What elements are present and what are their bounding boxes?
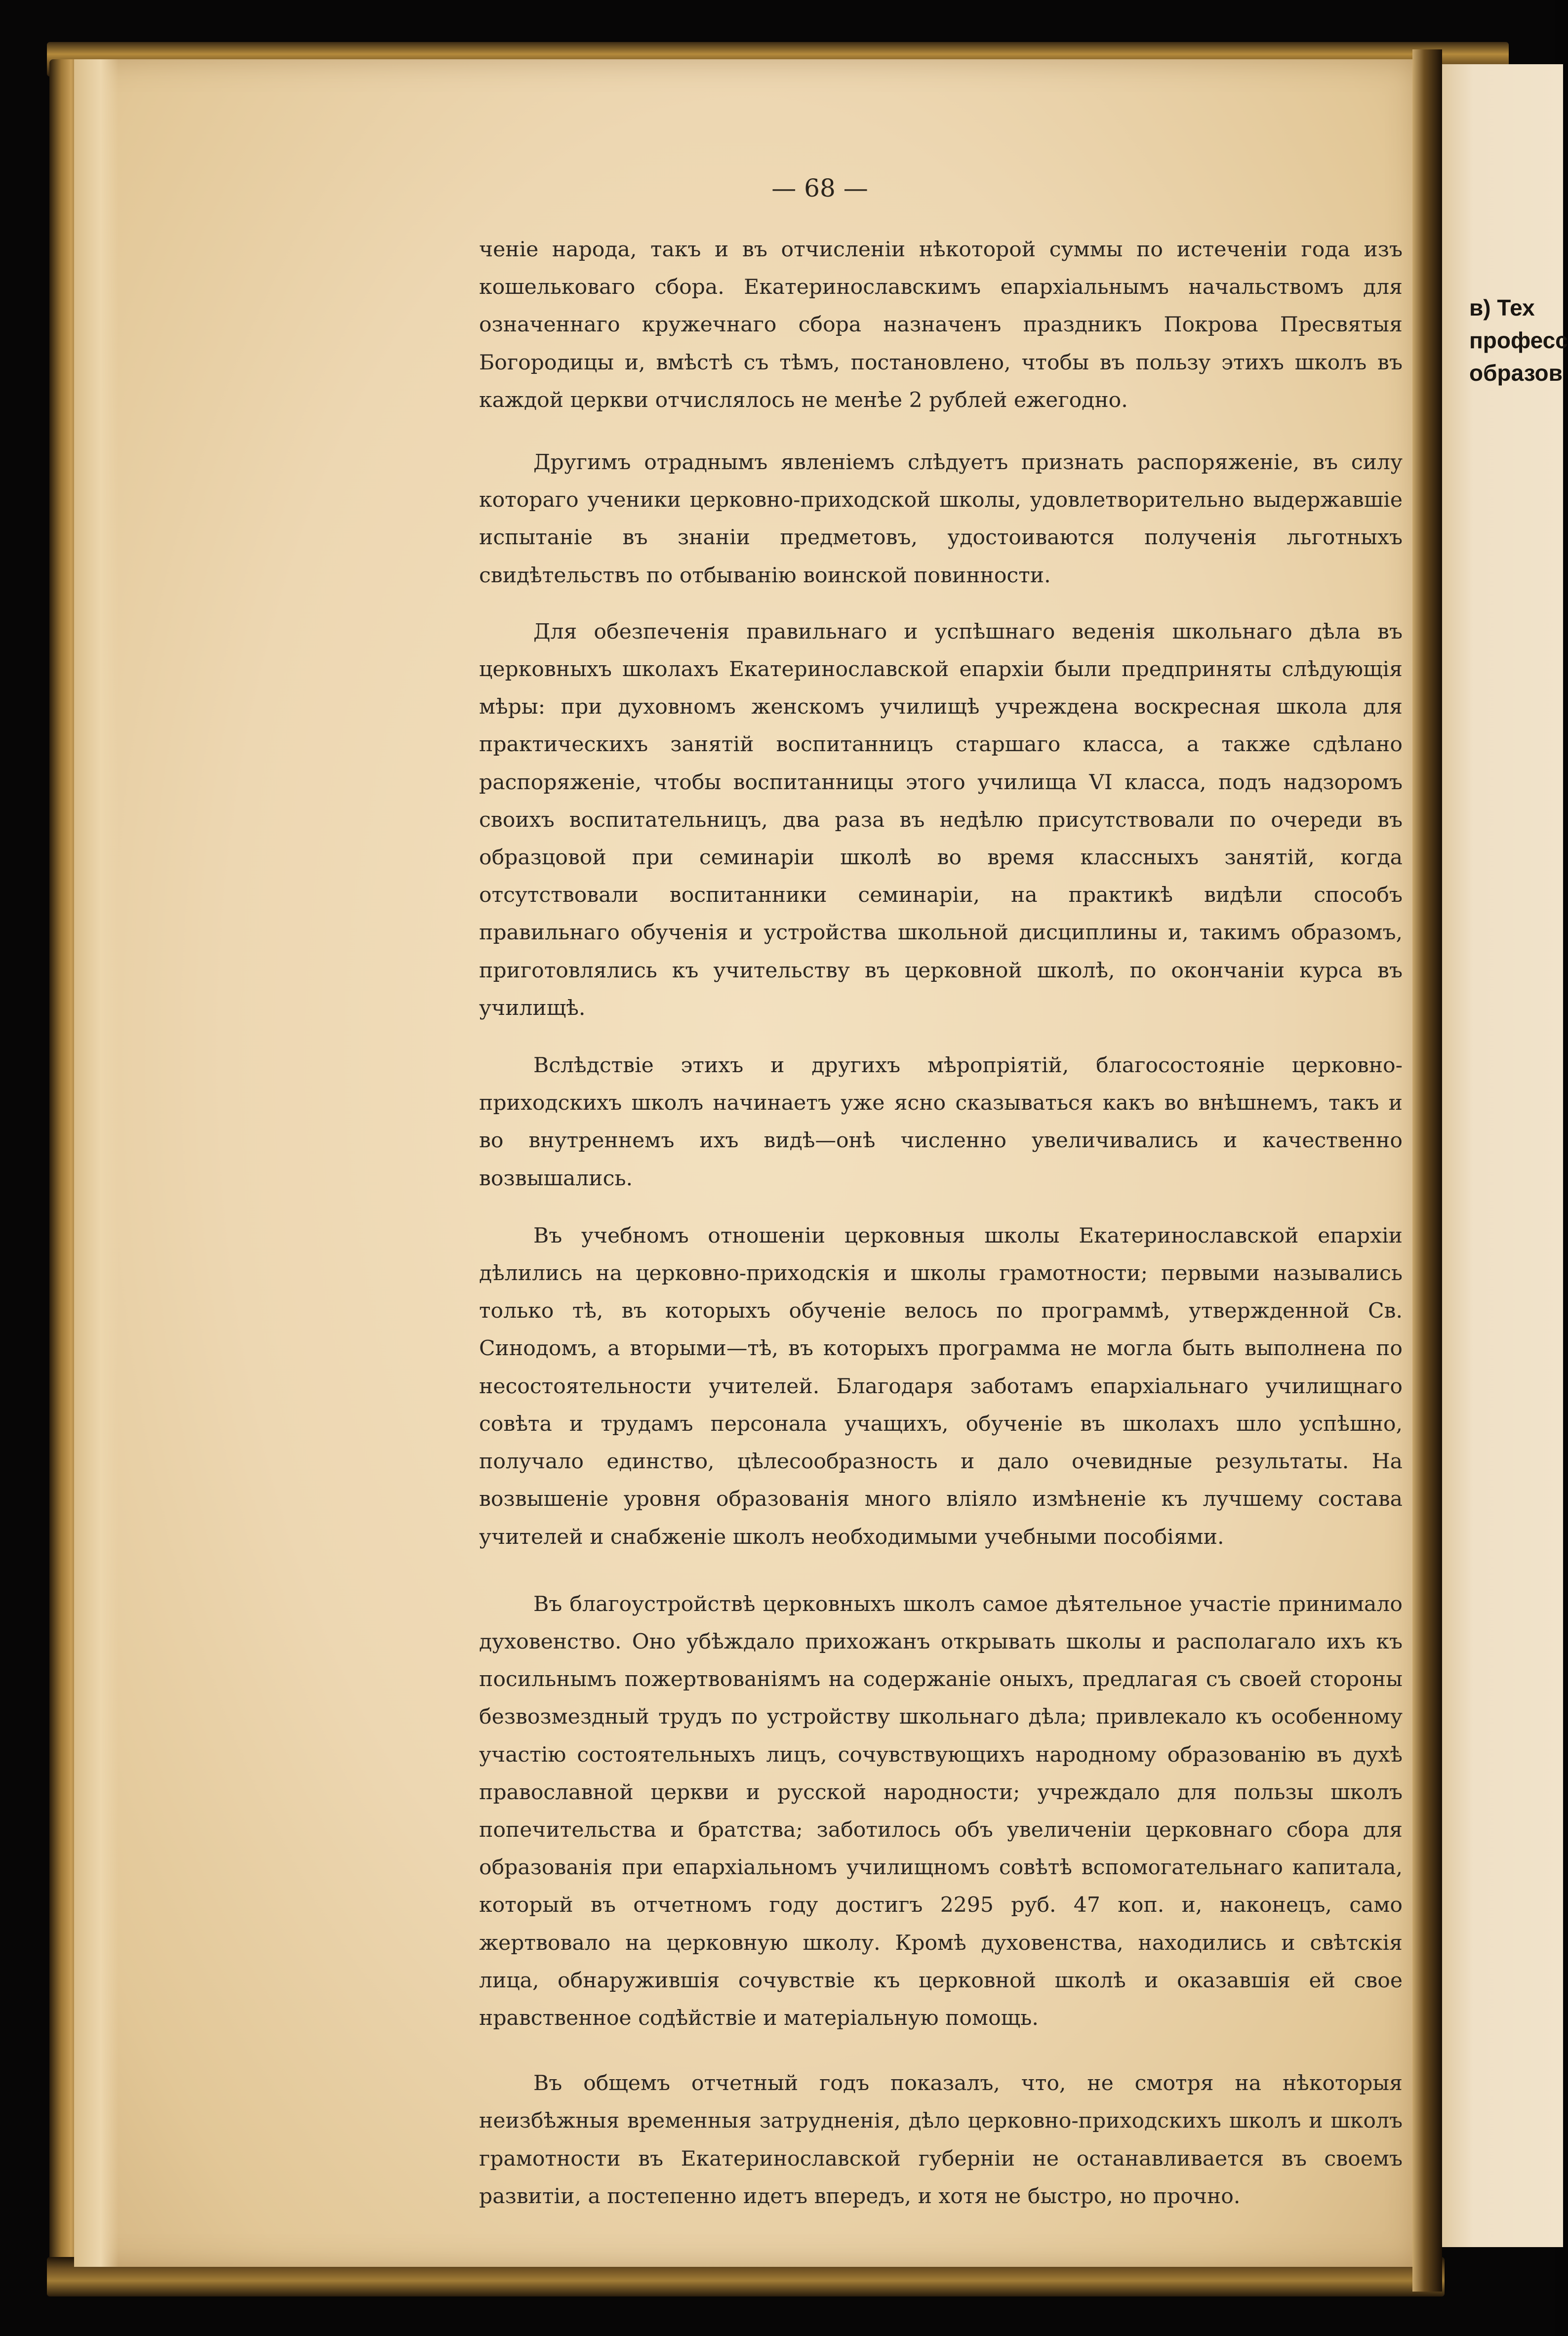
page-fold-shadow <box>74 59 119 2267</box>
adjacent-heading-line: образов <box>1469 360 1563 386</box>
adjacent-page-heading <box>1469 291 1568 389</box>
paragraph-continuation: ченіе народа, такъ и въ отчисленіи нѣкоторой суммы по истеченіи года изъ кошельковаго сбора. Екатеринославскимъ епархіальнымъ начальствомъ для означеннаго кружечнаго сбора назначенъ праздникъ Покрова Пресвятыя Богородицы и, вмѣстѣ съ тѣмъ, постановлено, чтобы въ пользу этихъ школъ въ каждой церкви отчислялось не менѣе 2 рублей ежегодно. <box>479 238 1403 412</box>
book-gutter <box>1412 49 1442 2292</box>
adjacent-page <box>1435 64 1568 2247</box>
paragraph: Вслѣдствіе этихъ и другихъ мѣропріятій, благосостояніе церковно-приходскихъ школъ начинаетъ уже ясно сказываться какъ во внѣшнемъ, такъ и во внутреннемъ ихъ видѣ—онѣ численно увеличивались и качественно возвышались. <box>479 1053 1403 1191</box>
body-text <box>479 231 1403 2215</box>
page-number: — 68 — <box>771 174 868 202</box>
paragraph: Для обезпеченія правильнаго и успѣшнаго веденія школьнаго дѣла въ церковныхъ школахъ Екатеринославской епархіи были предприняты слѣдующія мѣры: при духовномъ женскомъ училищѣ учреждена воскресная школа для практическихъ занятій воспитанницъ старшаго класса, а также сдѣлано распоряженіе, чтобы воспитанницы этого училища VI класса, подъ надзоромъ своихъ воспитательницъ, два раза въ недѣлю присутствовали по очереди въ образцовой при семинаріи школѣ во время классныхъ занятій, когда отсутствовали воспитанники семинаріи, на практикѣ видѣли способъ правильнаго обученія и устройства школьной дисциплины и, такимъ образомъ, приготовлялись къ учительству въ церковной школѣ, по окончаніи курса въ училищѣ. <box>479 619 1403 1020</box>
paragraph: Въ учебномъ отношеніи церковныя школы Екатеринославской епархіи дѣлились на церковно-приходскія и школы грамотности; первыми назывались только тѣ, въ которыхъ обученіе велось по программѣ, утвержденной Св. Синодомъ, а вторыми—тѣ, въ которыхъ программа не могла быть выполнена по несостоятельности учителей. Благодаря заботамъ епархіальнаго училищнаго совѣта и трудамъ персонала учащихъ, обученіе въ школахъ шло успѣшно, получало единство, цѣлесообразность и дало очевидные результаты. На возвышеніе уровня образованія много вліяло измѣненіе къ лучшему состава учителей и снабженіе школъ необходимыми учебными пособіями. <box>479 1223 1403 1549</box>
adjacent-heading-line: професс <box>1469 327 1568 353</box>
paragraph: Въ общемъ отчетный годъ показалъ, что, не смотря на нѣкоторыя неизбѣжныя временныя затрудненія, дѣло церковно-приходскихъ школъ и школъ грамотности въ Екатеринославской губерніи не останавливается въ своемъ развитіи, а постепенно идетъ впередъ, и хотя не быстро, но прочно. <box>479 2071 1403 2209</box>
paragraph: Въ благоустройствѣ церковныхъ школъ самое дѣятельное участіе принимало духовенство. Оно убѣждало прихожанъ открывать школы и располагало ихъ къ посильнымъ пожертвованіямъ на содержаніе оныхъ, предлагая съ своей стороны безвозмездный трудъ по устройству школьнаго дѣла; привлекало къ особенному участію состоятельныхъ лицъ, сочувствующихъ народному образованію въ духѣ православной церкви и русской народности; учреждало для пользы школъ попечительства и братства; заботилось объ увеличеніи церковнаго сбора для образованія при епархіальномъ училищномъ совѣтѣ вспомогательнаго капитала, который въ отчетномъ году достигъ 2295 руб. 47 коп. и, наконецъ, само жертвовало на церковную школу. Кромѣ духовенства, находились и свѣтскія лица, обнаружившія сочувствіе къ церковной школѣ и оказавшія ей свое нравственное содѣйствіе и матеріальную помощь. <box>479 1592 1403 2030</box>
paragraph: Другимъ отраднымъ явленіемъ слѣдуетъ признать распоряженіе, въ силу котораго ученики церковно-приходской школы, удовлетворительно выдержавшіе испытаніе въ знаніи предметовъ, удостоиваются полученія льготныхъ свидѣтельствъ по отбыванію воинской повинности. <box>479 450 1403 588</box>
adjacent-heading-line: в) Тех <box>1469 295 1535 321</box>
